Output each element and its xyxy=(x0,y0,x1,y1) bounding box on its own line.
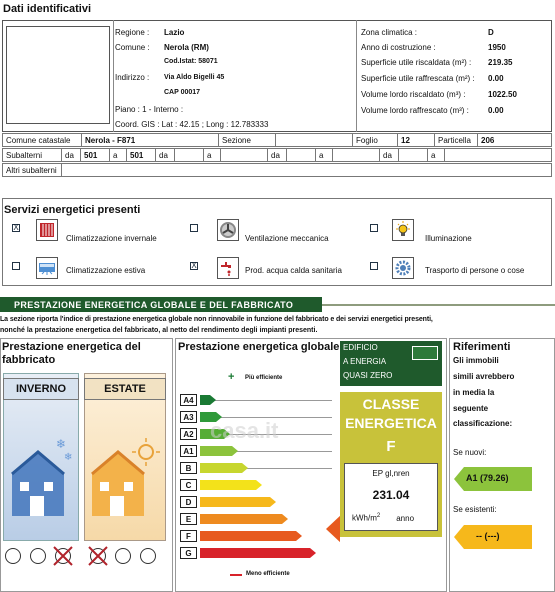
prestazione-banner-title: PRESTAZIONE ENERGETICA GLOBALE E DEL FABBRICATO xyxy=(14,300,294,310)
nzeb-line-1: EDIFICIO xyxy=(343,343,378,352)
classe-label-2: ENERGETICA xyxy=(345,415,437,431)
globale-title: Prestazione energetica globale xyxy=(178,341,340,353)
servizio-label: Illuminazione xyxy=(425,234,472,243)
checkbox-trasporto[interactable] xyxy=(370,262,378,270)
esistenti-label: Se esistenti: xyxy=(453,505,497,514)
comune-value: Nerola (RM) xyxy=(164,43,209,52)
servizio-label: Climatizzazione invernale xyxy=(66,234,157,243)
cod-istat: Cod.Istat: 58071 xyxy=(164,58,218,65)
class-label-c: C xyxy=(180,479,197,491)
estate-label: ESTATE xyxy=(84,378,166,400)
cross-mark-icon xyxy=(87,545,109,567)
class-label-f: F xyxy=(180,530,197,542)
inverno-label: INVERNO xyxy=(3,378,79,400)
fabbricato-title-1: Prestazione energetica del xyxy=(2,341,141,353)
classe-label-1: CLASSE xyxy=(362,396,420,412)
esistenti-value: -- (---) xyxy=(476,531,500,541)
comune-catastale-label: Comune catastale xyxy=(3,134,82,147)
house-summer-icon xyxy=(88,430,164,520)
nuovi-label: Se nuovi: xyxy=(453,448,487,457)
prestazione-intro-2: nonché la prestazione energetica del fabbricato, al netto del rendimento degli impianti presenti. xyxy=(0,327,318,334)
servizio-label: Trasporto di persone o cose xyxy=(425,266,525,275)
comune-catastale-value: Nerola - F871 xyxy=(82,134,219,147)
ep-label: EP gl,nren xyxy=(372,469,410,478)
classe-value: F xyxy=(386,438,396,455)
indirizzo-value: Via Aldo Bigelli 45 xyxy=(164,74,225,81)
photo-placeholder xyxy=(6,26,110,124)
foglio-value: 12 xyxy=(398,134,435,147)
checkbox-ventilazione-meccanica[interactable] xyxy=(190,224,198,232)
faucet-icon xyxy=(217,257,239,279)
servizio-label: Climatizzazione estiva xyxy=(66,266,146,275)
nzeb-line-2: A ENERGIA xyxy=(343,357,387,366)
section-title: Dati identificativi xyxy=(3,3,92,15)
zona-value: D xyxy=(488,28,494,37)
regione-label: Regione : xyxy=(115,28,150,37)
fan-icon xyxy=(217,219,239,241)
checkbox-illuminazione[interactable] xyxy=(370,224,378,232)
indirizzo-label: Indirizzo : xyxy=(115,73,150,82)
class-label-e: E xyxy=(180,513,197,525)
class-label-a3: A3 xyxy=(180,411,197,423)
comune-label: Comune : xyxy=(115,43,150,52)
servizi-title: Servizi energetici presenti xyxy=(4,204,141,216)
nzeb-line-3: QUASI ZERO xyxy=(343,371,393,380)
vol-raff-value: 0.00 xyxy=(488,106,504,115)
ep-unit: kWh/$m^2$ anno xyxy=(352,513,415,523)
nuovi-value: A1 (79.26) xyxy=(466,473,509,483)
altri-subalterni-label: Altri subalterni xyxy=(3,164,62,177)
sub-da-label: da xyxy=(62,149,81,162)
sup-risc-value: 219.35 xyxy=(488,58,513,67)
class-label-a2: A2 xyxy=(180,428,197,440)
lightbulb-icon xyxy=(392,219,414,241)
catasto-table xyxy=(2,133,552,147)
svg-text:❄: ❄ xyxy=(64,452,73,463)
radiator-icon xyxy=(36,219,58,241)
riferimenti-title: Riferimenti xyxy=(453,341,511,353)
riferimenti-text-4: seguente xyxy=(453,404,489,413)
fabbricato-title-2: fabbricato xyxy=(2,354,56,366)
anno-value: 1950 xyxy=(488,43,506,52)
sub-da-value: 501 xyxy=(81,149,110,162)
cross-mark-icon xyxy=(52,545,74,567)
prestazione-intro-1: La sezione riporta l'indice di prestazione energetica globale non rinnovabile in funzione del fabbricato e dei servizi energetici presenti, xyxy=(0,316,433,323)
checkbox-acqua-calda-sanitaria[interactable]: X xyxy=(191,261,197,270)
riferimenti-text-3: in media la xyxy=(453,388,495,397)
gear-icon xyxy=(392,257,414,279)
air-conditioner-icon xyxy=(36,257,58,279)
sup-risc-label: Superficie utile riscaldata (m²) : xyxy=(361,58,472,67)
sup-raff-value: 0.00 xyxy=(488,74,504,83)
meno-efficiente: Meno efficiente xyxy=(246,571,290,577)
house-winter-icon xyxy=(8,430,76,520)
class-label-a1: A1 xyxy=(180,445,197,457)
face-sad-icon xyxy=(140,548,156,564)
sezione-label: Sezione xyxy=(219,134,276,147)
vol-risc-value: 1022.50 xyxy=(488,90,517,99)
particella-label: Particella xyxy=(435,134,478,147)
riferimenti-text-2: simili avrebbero xyxy=(453,372,515,381)
cap-value: CAP 00017 xyxy=(164,89,201,96)
coord-gis: Coord. GIS : Lat : 42.15 ; Long : 12.783333 xyxy=(115,120,269,129)
riferimenti-text-1: Gli immobili xyxy=(453,356,499,365)
subalterni-table: Subalterni da 501 a 501 da a da a da a xyxy=(2,148,552,162)
watermark: casa.it xyxy=(210,418,279,443)
vol-raff-label: Volume lordo raffrescato (m³) : xyxy=(361,106,469,115)
checkbox-climatizzazione-estiva[interactable] xyxy=(12,262,20,270)
regione-value: Lazio xyxy=(164,28,185,37)
class-label-g: G xyxy=(180,547,197,559)
svg-text:❄: ❄ xyxy=(56,437,67,451)
sup-raff-label: Superficie utile raffrescata (m²) : xyxy=(361,74,475,83)
particella-value: 206 xyxy=(478,134,552,147)
ep-value: 231.04 xyxy=(372,488,410,502)
riferimenti-text-5: classificazione: xyxy=(453,419,513,428)
foglio-label: Foglio xyxy=(353,134,398,147)
class-label-d: D xyxy=(180,496,197,508)
anno-label: Anno di costruzione : xyxy=(361,43,436,52)
face-happy-icon xyxy=(5,548,21,564)
sub-a-value: 501 xyxy=(127,149,156,162)
face-neutral-icon xyxy=(30,548,46,564)
vol-risc-label: Volume lordo riscaldato (m³) : xyxy=(361,90,466,99)
subalterni-label: Subalterni xyxy=(3,149,62,162)
class-label-a4: A4 xyxy=(180,394,197,406)
piano-label: Piano : 1 - Interno : xyxy=(115,105,184,114)
checkbox-climatizzazione-invernale[interactable]: X xyxy=(13,223,19,232)
piu-efficiente: Più efficiente xyxy=(245,375,283,381)
face-neutral-icon xyxy=(115,548,131,564)
zona-label: Zona climatica : xyxy=(361,28,418,37)
servizio-label: Ventilazione meccanica xyxy=(245,234,329,243)
altri-subalterni-table xyxy=(2,163,552,177)
class-label-b: B xyxy=(180,462,197,474)
servizio-label: Prod. acqua calda sanitaria xyxy=(245,266,342,275)
